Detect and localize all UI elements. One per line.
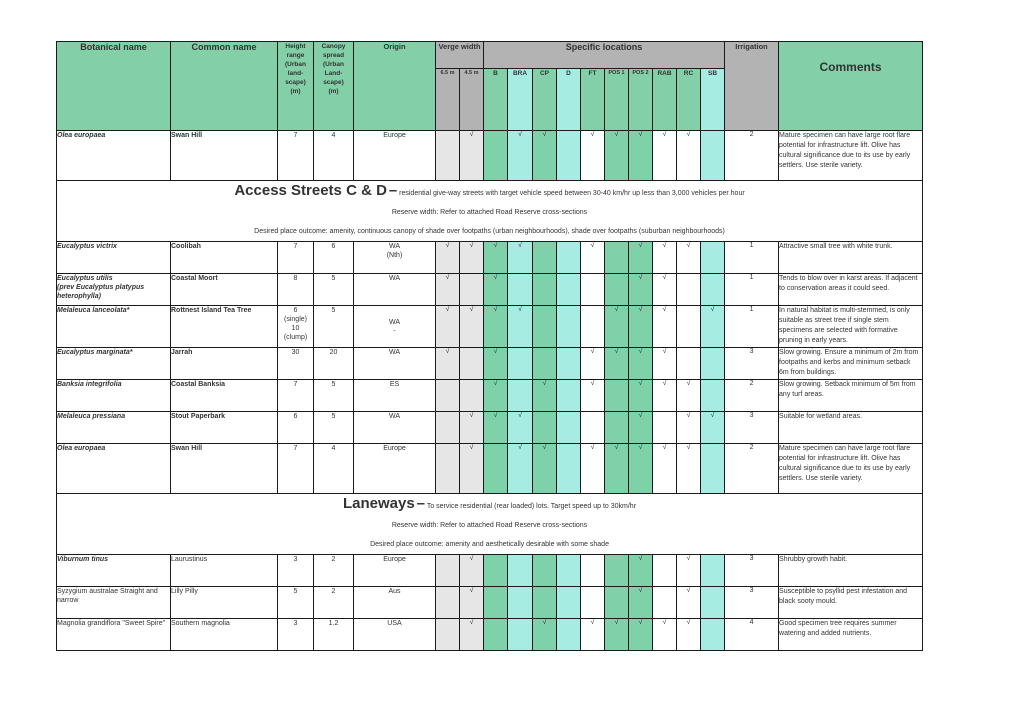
check-cell (557, 348, 581, 380)
height-range: 3 (278, 555, 314, 587)
check-cell (484, 131, 508, 181)
section-subtitle: To service residential (rear loaded) lots. Target speed up to 30km/hr (426, 503, 637, 510)
canopy-spread: 4 (314, 444, 354, 494)
check-cell: √ (484, 306, 508, 348)
canopy-spread: 5 (314, 380, 354, 412)
check-cell (436, 412, 460, 444)
check-cell (653, 587, 677, 619)
header-canopy-spread-line: (m) (328, 88, 339, 95)
height-range: 8 (278, 274, 314, 306)
height-range: 30 (278, 348, 314, 380)
header-height-range-line: Height (285, 43, 306, 50)
height-range: 6 (single) 10 (clump) (278, 306, 314, 348)
irrigation-rating: 2 (725, 444, 779, 494)
origin: Europe (354, 131, 436, 181)
check-cell: √ (460, 444, 484, 494)
check-cell: √ (533, 131, 557, 181)
header-canopy-spread-line: Canopy (321, 43, 346, 50)
check-cell: √ (629, 587, 653, 619)
check-cell: √ (629, 131, 653, 181)
origin: ES (354, 380, 436, 412)
check-cell: √ (653, 306, 677, 348)
origin: USA (354, 619, 436, 651)
height-range: 7 (278, 444, 314, 494)
origin: WA (Nth) (354, 242, 436, 274)
check-cell: √ (605, 619, 629, 651)
check-cell (533, 412, 557, 444)
check-cell: √ (629, 242, 653, 274)
header-loc-ft: FT (581, 69, 605, 131)
check-cell: √ (460, 131, 484, 181)
check-cell (701, 348, 725, 380)
check-cell (581, 412, 605, 444)
comment: Attractive small tree with white trunk. (779, 242, 923, 274)
origin: Europe (354, 555, 436, 587)
check-cell: √ (677, 587, 701, 619)
check-cell (484, 619, 508, 651)
canopy-spread: 6 (314, 242, 354, 274)
section-dash: – (416, 495, 425, 512)
header-irrigation: Irrigation (725, 42, 779, 131)
check-cell: √ (653, 380, 677, 412)
check-cell (701, 619, 725, 651)
botanical-name: Melaleuca lanceolata* (57, 306, 171, 348)
check-cell: √ (533, 444, 557, 494)
table-row (57, 348, 923, 380)
irrigation-rating: 3 (725, 348, 779, 380)
table-row (57, 555, 923, 587)
header-specific-locations: Specific locations (484, 42, 725, 69)
common-name: Lilly Pilly (171, 587, 278, 619)
check-cell: √ (629, 555, 653, 587)
check-cell: √ (581, 619, 605, 651)
section-title-line (57, 494, 922, 516)
header-loc-sb: SB (701, 69, 725, 131)
check-cell (581, 555, 605, 587)
check-cell: √ (629, 348, 653, 380)
height-range: 3 (278, 619, 314, 651)
check-cell: √ (629, 306, 653, 348)
check-cell (557, 619, 581, 651)
check-cell: √ (508, 306, 533, 348)
check-cell: √ (629, 380, 653, 412)
comment: In natural habitat is multi-stemmed, is only suitable as street tree if single stem specimens are selected with formative pruning in early years. (779, 306, 923, 348)
check-cell: √ (653, 444, 677, 494)
check-cell: √ (581, 380, 605, 412)
check-cell: √ (581, 444, 605, 494)
check-cell (605, 380, 629, 412)
check-cell: √ (653, 242, 677, 274)
table-row (57, 412, 923, 444)
section-subtitle: residential give-way streets with target vehicle speed between 30-40 km/hr up less than 3,000 vehicles per hour (399, 190, 745, 197)
check-cell: √ (508, 242, 533, 274)
comment: Shrubby growth habit. (779, 555, 923, 587)
header-canopy-spread-line: scape) (323, 79, 344, 86)
check-cell: √ (581, 242, 605, 274)
check-cell (533, 242, 557, 274)
check-cell: √ (605, 348, 629, 380)
check-cell (460, 274, 484, 306)
check-cell (701, 131, 725, 181)
check-cell (533, 348, 557, 380)
check-cell (484, 587, 508, 619)
section-dash: – (388, 182, 398, 199)
header-loc-pos-2: POS 2 (629, 69, 653, 131)
check-cell: √ (701, 306, 725, 348)
check-cell (605, 412, 629, 444)
check-cell (557, 412, 581, 444)
botanical-name: Olea europaea (57, 131, 171, 181)
botanical-name: Olea europaea (57, 444, 171, 494)
check-cell (701, 242, 725, 274)
comment: Tends to blow over in karst areas. If adjacent to conservation areas it could seed. (779, 274, 923, 306)
check-cell (533, 306, 557, 348)
check-cell: √ (581, 348, 605, 380)
origin: WA (354, 274, 436, 306)
table-row (57, 306, 923, 348)
origin: Aus (354, 587, 436, 619)
check-cell (436, 444, 460, 494)
common-name: Swan Hill (171, 131, 278, 181)
check-cell (436, 555, 460, 587)
header-verge-width: Verge width (436, 42, 484, 69)
check-cell: √ (460, 555, 484, 587)
check-cell (701, 274, 725, 306)
header-loc-cp: CP (533, 69, 557, 131)
plant-schedule-table (56, 41, 923, 651)
check-cell: √ (701, 412, 725, 444)
check-cell: √ (508, 131, 533, 181)
table-row (57, 242, 923, 274)
check-cell (533, 555, 557, 587)
common-name: Stout Paperbark (171, 412, 278, 444)
check-cell (436, 619, 460, 651)
common-name: Coolibah (171, 242, 278, 274)
check-cell (460, 380, 484, 412)
common-name: Laurustinus (171, 555, 278, 587)
check-cell (653, 412, 677, 444)
height-range: 7 (278, 242, 314, 274)
irrigation-rating: 3 (725, 555, 779, 587)
height-range: 7 (278, 380, 314, 412)
section-line: Reserve width: Refer to attached Road Reserve cross-sections (391, 522, 588, 529)
check-cell (581, 274, 605, 306)
check-cell (436, 587, 460, 619)
irrigation-rating: 1 (725, 306, 779, 348)
botanical-name: Magnolia grandiflora "Sweet Spire" (57, 619, 171, 651)
check-cell: √ (436, 306, 460, 348)
check-cell (557, 306, 581, 348)
comment: Mature specimen can have large root flare potential for infrastructure lift. Olive has cultural significance due to its use by early settlers. Use sterile variety. (779, 131, 923, 181)
botanical-name: Melaleuca pressiana (57, 412, 171, 444)
irrigation-rating: 2 (725, 380, 779, 412)
check-cell: √ (653, 131, 677, 181)
botanical-name: Eucalyptus utilis (prev Eucalyptus platypus heterophylla) (57, 274, 171, 306)
check-cell (557, 444, 581, 494)
common-name: Coastal Moort (171, 274, 278, 306)
check-cell (436, 131, 460, 181)
check-cell (557, 380, 581, 412)
check-cell (508, 619, 533, 651)
height-range: 7 (278, 131, 314, 181)
table-row (57, 587, 923, 619)
check-cell (557, 131, 581, 181)
check-cell (508, 587, 533, 619)
check-cell (508, 380, 533, 412)
origin: WA (354, 412, 436, 444)
botanical-name: Eucalyptus marginata* (57, 348, 171, 380)
check-cell: √ (677, 619, 701, 651)
header-loc-bra: BRA (508, 69, 533, 131)
common-name: Rottnest Island Tea Tree (171, 306, 278, 348)
section-title: Laneways (342, 495, 415, 512)
table-row (57, 131, 923, 181)
header-loc-b: B (484, 69, 508, 131)
check-cell (557, 587, 581, 619)
irrigation-rating: 1 (725, 242, 779, 274)
check-cell: √ (629, 619, 653, 651)
irrigation-rating: 4 (725, 619, 779, 651)
check-cell: √ (629, 444, 653, 494)
comment: Suitable for wetland areas. (779, 412, 923, 444)
height-range: 6 (278, 412, 314, 444)
check-cell (508, 348, 533, 380)
comment: Susceptible to psyllid pest infestation and black sooty mould. (779, 587, 923, 619)
botanical-name: Syzygium australae Straight and narrow (57, 587, 171, 619)
check-cell: √ (484, 242, 508, 274)
header-height-range-line: (m) (290, 88, 301, 95)
origin: WA (354, 348, 436, 380)
header-height-range (278, 42, 314, 131)
check-cell: √ (484, 412, 508, 444)
header-canopy-spread-line: spread (322, 52, 345, 59)
check-cell: √ (484, 380, 508, 412)
check-cell (508, 555, 533, 587)
irrigation-rating: 1 (725, 274, 779, 306)
header-common-name: Common name (171, 42, 278, 131)
section-header-2 (57, 494, 923, 555)
section-line: Desired place outcome: amenity, continuous canopy of shade over footpaths (urban neighbourhoods), shade over footpaths (suburban neighbourhoods) (254, 228, 725, 235)
canopy-spread: 2 (314, 587, 354, 619)
check-cell (508, 274, 533, 306)
header-loc-rc: RC (677, 69, 701, 131)
canopy-spread: 4 (314, 131, 354, 181)
section-header-1 (57, 181, 923, 242)
irrigation-rating: 3 (725, 412, 779, 444)
check-cell (701, 380, 725, 412)
canopy-spread: 5 (314, 274, 354, 306)
header-height-range-line: land- (287, 70, 304, 77)
header-verge-4-5: 4.5 m (460, 69, 484, 131)
check-cell: √ (581, 131, 605, 181)
check-cell (484, 555, 508, 587)
common-name: Swan Hill (171, 444, 278, 494)
section-line: Desired place outcome: amenity and aesthetically desirable with some shade (370, 541, 609, 548)
irrigation-rating: 2 (725, 131, 779, 181)
botanical-name: Eucalyptus victrix (57, 242, 171, 274)
canopy-spread: 1.2 (314, 619, 354, 651)
section-line: Reserve width: Refer to attached Road Reserve cross-sections (391, 209, 588, 216)
header-canopy-spread-line: Land- (324, 70, 343, 77)
check-cell: √ (533, 619, 557, 651)
header-verge-6-5: 6.5 m (436, 69, 460, 131)
header-comments: Comments (779, 42, 923, 131)
comment: Slow growing. Setback minimum of 5m from any turf areas. (779, 380, 923, 412)
check-cell: √ (508, 444, 533, 494)
header-height-range-line: (Urban (285, 61, 306, 68)
check-cell: √ (436, 348, 460, 380)
check-cell (533, 274, 557, 306)
header-botanical-name: Botanical name (57, 42, 171, 131)
table-row (57, 274, 923, 306)
check-cell (557, 274, 581, 306)
common-name: Coastal Banksia (171, 380, 278, 412)
check-cell (605, 242, 629, 274)
check-cell: √ (677, 444, 701, 494)
height-range: 5 (278, 587, 314, 619)
origin: WA - (354, 306, 436, 348)
comment: Good specimen tree requires summer watering and added nutrients. (779, 619, 923, 651)
section-title: Access Streets C & D (234, 182, 387, 199)
check-cell: √ (629, 274, 653, 306)
check-cell (460, 348, 484, 380)
check-cell: √ (484, 348, 508, 380)
canopy-spread: 20 (314, 348, 354, 380)
header-origin: Origin (354, 42, 436, 131)
check-cell: √ (677, 380, 701, 412)
origin: Europe (354, 444, 436, 494)
check-cell: √ (677, 555, 701, 587)
check-cell: √ (605, 306, 629, 348)
check-cell (605, 555, 629, 587)
check-cell: √ (653, 619, 677, 651)
check-cell (581, 587, 605, 619)
botanical-name: Banksia integrifolia (57, 380, 171, 412)
comment: Slow growing. Ensure a minimum of 2m from footpaths and kerbs and minimum setback 6m from buildings. (779, 348, 923, 380)
check-cell: √ (460, 242, 484, 274)
header-height-range-line: scape) (285, 79, 306, 86)
check-cell: √ (677, 412, 701, 444)
common-name: Southern magnolia (171, 619, 278, 651)
canopy-spread: 2 (314, 555, 354, 587)
check-cell (557, 555, 581, 587)
check-cell (484, 444, 508, 494)
header-loc-pos-1: POS 1 (605, 69, 629, 131)
check-cell: √ (605, 444, 629, 494)
check-cell: √ (677, 242, 701, 274)
common-name: Jarrah (171, 348, 278, 380)
check-cell (701, 555, 725, 587)
check-cell (533, 587, 557, 619)
check-cell: √ (508, 412, 533, 444)
check-cell: √ (653, 274, 677, 306)
section-title-line (57, 181, 922, 203)
plant-table (56, 41, 923, 651)
table-row (57, 380, 923, 412)
check-cell: √ (460, 587, 484, 619)
canopy-spread: 5 (314, 306, 354, 348)
header-loc-rab: RAB (653, 69, 677, 131)
check-cell: √ (653, 348, 677, 380)
check-cell (581, 306, 605, 348)
check-cell: √ (460, 306, 484, 348)
check-cell (677, 348, 701, 380)
check-cell (701, 444, 725, 494)
botanical-name: Viburnum tinus (57, 555, 171, 587)
check-cell: √ (533, 380, 557, 412)
check-cell: √ (677, 131, 701, 181)
check-cell: √ (460, 412, 484, 444)
check-cell (557, 242, 581, 274)
check-cell (653, 555, 677, 587)
check-cell: √ (436, 242, 460, 274)
header-canopy-spread-line: (Urban (323, 61, 344, 68)
check-cell: √ (436, 274, 460, 306)
table-row (57, 444, 923, 494)
check-cell (605, 587, 629, 619)
check-cell (677, 274, 701, 306)
check-cell: √ (605, 131, 629, 181)
irrigation-rating: 3 (725, 587, 779, 619)
header-canopy-spread (314, 42, 354, 131)
check-cell: √ (629, 412, 653, 444)
check-cell (677, 306, 701, 348)
canopy-spread: 5 (314, 412, 354, 444)
table-row (57, 619, 923, 651)
check-cell (701, 587, 725, 619)
check-cell: √ (460, 619, 484, 651)
check-cell (605, 274, 629, 306)
check-cell: √ (484, 274, 508, 306)
header-loc-d: D (557, 69, 581, 131)
header-height-range-line: range (286, 52, 305, 59)
check-cell (436, 380, 460, 412)
comment: Mature specimen can have large root flare potential for infrastructure lift. Olive has cultural significance due to its use by early settlers. Use sterile variety. (779, 444, 923, 494)
